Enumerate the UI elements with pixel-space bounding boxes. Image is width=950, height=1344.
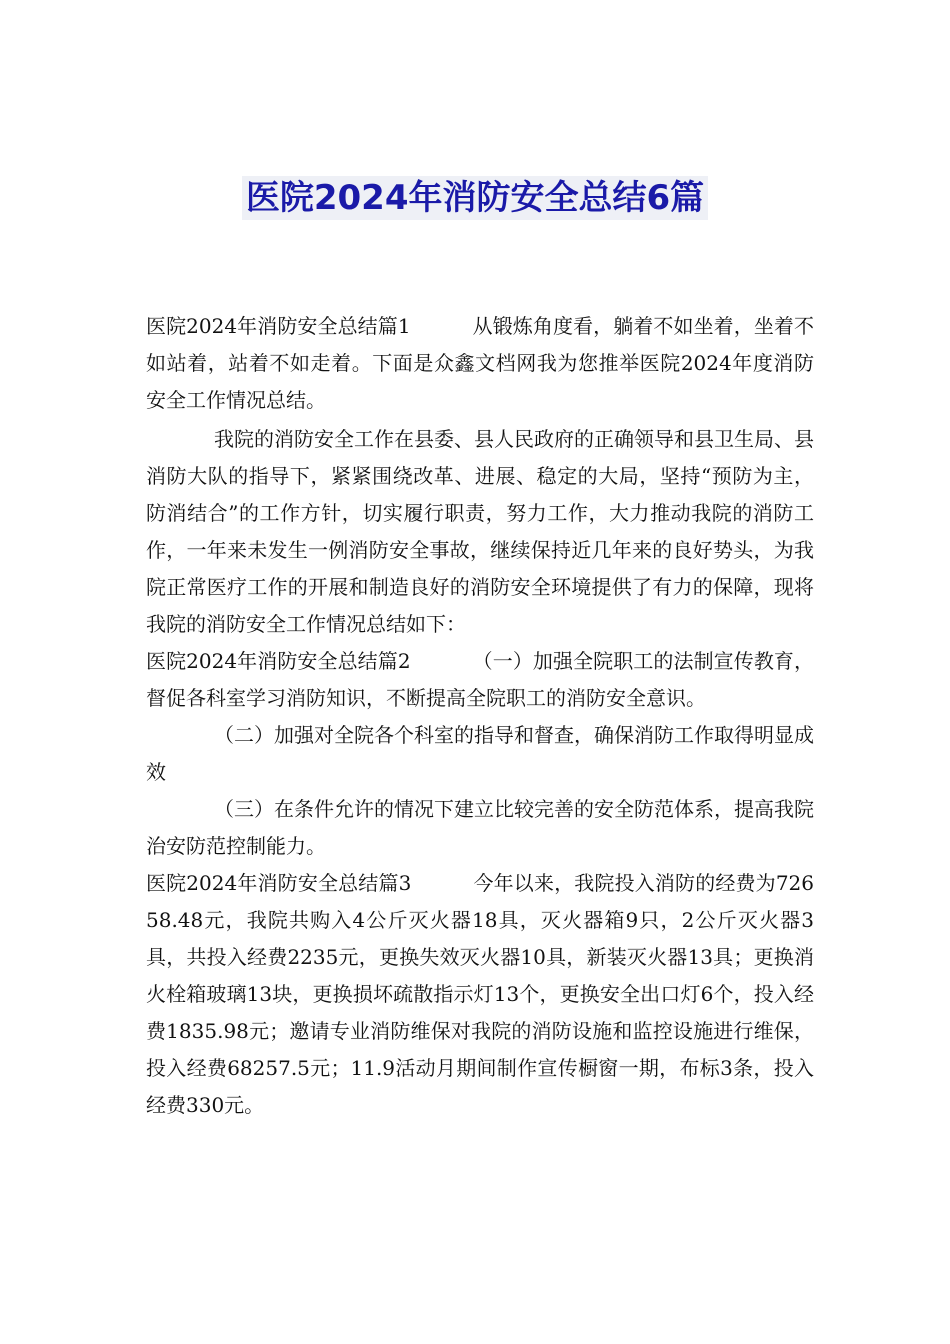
document-title: 医院2024年消防安全总结6篇 xyxy=(242,176,708,220)
section-2-intro xyxy=(146,643,814,717)
section-heading: 医院2024年消防安全总结篇3 xyxy=(146,871,412,895)
section-paragraph: 今年以来，我院投入消防的经费为72658.48元，我院共购入4公斤灭火器18具，灭火器箱9只，2公斤灭火器3具，共投入经费2235元，更换失效灭火器10具，新装灭火器13具；更换消火栓箱玻璃13块，更换损坏疏散指示灯13个，更换安全出口灯6个，投入经费1835.98元；邀请专业消防维保对我院的消防设施和监控设施进行维保，投入经费68257.5元；11.9活动月期间制作宣传橱窗一期，布标3条，投入经费330元。 xyxy=(146,871,814,1117)
document-body xyxy=(146,308,814,1124)
section-3-intro xyxy=(146,865,814,1124)
title-container xyxy=(0,176,950,220)
section-2-paragraph-1: （二）加强对全院各个科室的指导和督查，确保消防工作取得明显成效 xyxy=(146,723,814,784)
section-paragraph: （一）加强全院职工的法制宣传教育，督促各科室学习消防知识，不断提高全院职工的消防安全意识。 xyxy=(146,649,815,710)
section-2-paragraph-2: （三）在条件允许的情况下建立比较完善的安全防范体系，提高我院治安防范控制能力。 xyxy=(146,797,814,858)
section-1-intro xyxy=(146,308,814,419)
section-heading: 医院2024年消防安全总结篇2 xyxy=(146,649,411,673)
section-heading: 医院2024年消防安全总结篇1 xyxy=(146,314,411,338)
section-paragraph: 从锻炼角度看，躺着不如坐着，坐着不如站着，站着不如走着。下面是众鑫文档网我为您推举医院2024年度消防安全工作情况总结。 xyxy=(146,314,815,412)
section-1-paragraph-1: 我院的消防安全工作在县委、县人民政府的正确领导和县卫生局、县消防大队的指导下，紧紧围绕改革、进展、稳定的大局，坚持“预防为主，防消结合”的工作方针，切实履行职责，努力工作，大力推动我院的消防工作，一年来未发生一例消防安全事故，继续保持近几年来的良好势头，为我院正常医疗工作的开展和制造良好的消防安全环境提供了有力的保障，现将我院的消防安全工作情况总结如下： xyxy=(146,427,814,636)
